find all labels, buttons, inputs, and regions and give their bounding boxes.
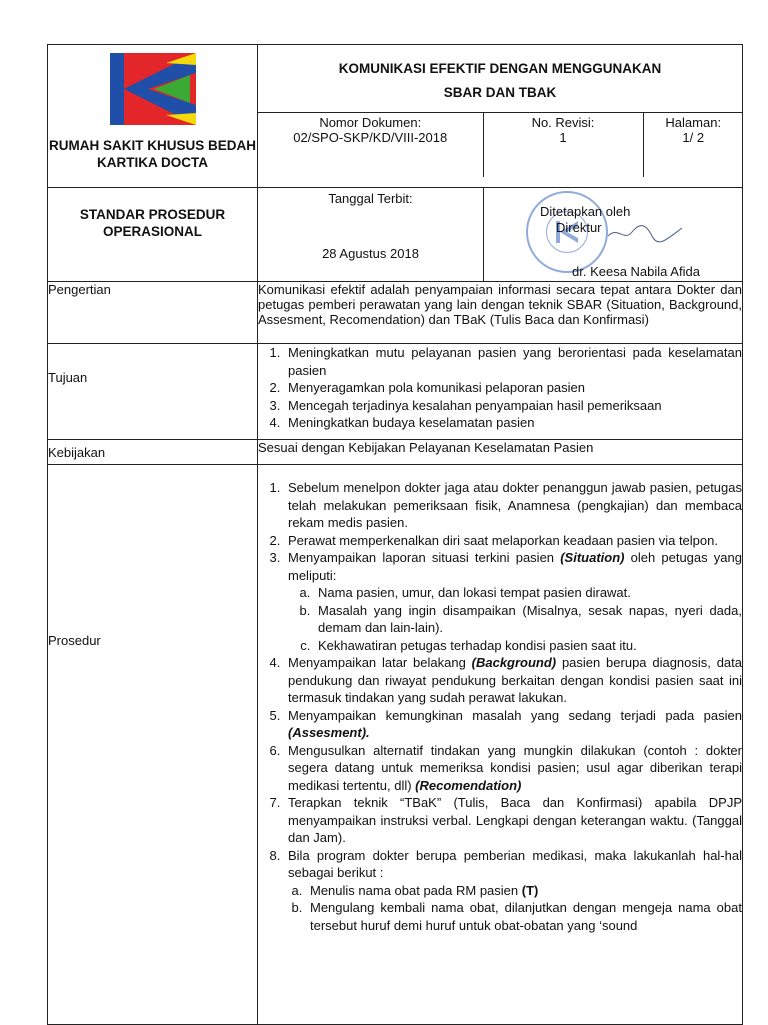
list-item: 4. Menyampaikan latar belakang (Background) pasien berupa diagnosis, data pendukung dan riwayat pendukung berkaitan dengan kondisi pasien saat ini termasuk tindakan yang sudah perawat lakukan.: [284, 654, 742, 707]
page-number: 1/ 2: [682, 130, 705, 145]
issue-date-label: Tanggal Terbit:: [328, 191, 413, 206]
list-item: 7. Terapkan teknik “TBaK” (Tulis, Baca dan Konfirmasi) apabila DPJP menyampaikan instruksi verbal. Lengkapi dengan keterangan waktu. (Tanggal dan Jam).: [284, 794, 742, 847]
list-item: b. Mengulang kembali nama obat, dilanjutkan dengan mengeja nama obat tersebut huruf demi huruf untuk obat-obatan yang ‘sound: [306, 899, 742, 934]
prosedur-content: [258, 465, 743, 1025]
pengertian-label: Pengertian: [48, 282, 258, 344]
director-name: dr. Keesa Nabila Afida: [572, 264, 700, 279]
list-item: 6. Mengusulkan alternatif tindakan yang mungkin dilakukan (contoh : dokter segera datang untuk memeriksa kondisi pasien; usul agar diberikan terapi medikasi tertentu, dll) (Recomendation): [284, 742, 742, 795]
doc-number-label: Nomor Dokumen:: [319, 115, 422, 130]
revision-cell: [483, 113, 643, 177]
approval-cell: [516, 188, 741, 282]
kebijakan-label: Kebijakan: [48, 440, 258, 465]
list-item: a. Menulis nama obat pada RM pasien (T): [306, 882, 742, 900]
tujuan-list: [258, 344, 742, 432]
director-title: Direktur: [556, 220, 602, 235]
kebijakan-text: Sesuai dengan Kebijakan Pelayanan Keselamatan Pasien: [258, 440, 743, 465]
hospital-logo: [110, 53, 196, 125]
title-cell: [258, 45, 743, 188]
list-item: 2. Menyeragamkan pola komunikasi pelaporan pasien: [284, 379, 742, 397]
issue-date-cell: [258, 188, 484, 282]
document-title: [258, 45, 742, 105]
document-page: [47, 44, 742, 1024]
page-label: Halaman:: [665, 115, 722, 130]
prosedur-list: [258, 479, 742, 934]
tujuan-label: Tujuan: [48, 344, 258, 440]
issue-date: 28 Agustus 2018: [322, 246, 419, 261]
list-item: 2. Perawat memperkenalkan diri saat melaporkan keadaan pasien via telpon.: [284, 532, 742, 550]
prosedur-label: Prosedur: [48, 465, 258, 1025]
hospital-name: RUMAH SAKIT KHUSUS BEDAH KARTIKA DOCTA: [48, 138, 256, 170]
revision-number: 1: [559, 130, 567, 145]
pengertian-text: Komunikasi efektif adalah penyampaian informasi secara tepat antara Dokter dan petugas pemberi perawatan yang lain dengan teknik SBAR (Situation, Background, Assesment, Recomendation) dan TBaK (Tulis Baca dan Konfirmasi): [258, 282, 743, 344]
hospital-cell: [48, 45, 258, 188]
signature: [606, 222, 686, 244]
situation-sublist: [288, 584, 742, 654]
spo-label: STANDAR PROSEDUR OPERASIONAL: [79, 207, 226, 239]
medication-sublist: [288, 882, 742, 935]
issue-cell: [258, 188, 743, 282]
list-item: 1. Meningkatkan mutu pelayanan pasien yang berorientasi pada keselamatan pasien: [284, 344, 742, 379]
list-item: 1. Sebelum menelpon dokter jaga atau dokter penanggun jawab pasien, petugas telah melakukan pemeriksaan fisik, Anamnesa (pengkajian) dan membaca rekam medis pasien.: [284, 479, 742, 532]
doc-number: 02/SPO-SKP/KD/VIII-2018: [293, 130, 448, 145]
title-line-2: SBAR DAN TBAK: [443, 85, 557, 100]
page-cell: [643, 113, 743, 177]
spo-cell: [48, 188, 258, 282]
doc-number-cell: [258, 113, 483, 177]
list-item: c. Kekhawatiran petugas terhadap kondisi pasien saat itu.: [314, 637, 742, 655]
revision-label: No. Revisi:: [531, 115, 595, 130]
list-item: 3. Menyampaikan laporan situasi terkini pasien (Situation) oleh petugas yang meliputi: a. Nama pasien, umur, dan lokasi tempat pasien dirawat. b. Masalah yang ingin disampaikan (Misalnya, sesak napas, nyeri dada, demam dan lain-lain). c. Kekhawatiran petugas terhadap kondisi pasien saat itu.: [284, 549, 742, 654]
list-item: a. Nama pasien, umur, dan lokasi tempat pasien dirawat.: [314, 584, 742, 602]
approved-by: Ditetapkan oleh: [540, 204, 631, 219]
list-item: 5. Menyampaikan kemungkinan masalah yang sedang terjadi pada pasien (Assesment).: [284, 707, 742, 742]
doc-info-table: [258, 112, 743, 177]
title-line-1: KOMUNIKASI EFEKTIF DENGAN MENGGUNAKAN: [338, 61, 662, 76]
list-item: b. Masalah yang ingin disampaikan (Misalnya, sesak napas, nyeri dada, demam dan lain-lain).: [314, 602, 742, 637]
spo-table: [47, 44, 743, 1025]
list-item: 3. Mencegah terjadinya kesalahan penyampaian hasil pemeriksaan: [284, 397, 742, 415]
tujuan-content: [258, 344, 743, 440]
list-item: 4. Meningkatkan budaya keselamatan pasien: [284, 414, 742, 432]
list-item: 8. Bila program dokter berupa pemberian medikasi, maka lakukanlah hal-hal sebagai berikut : a. Menulis nama obat pada RM pasien (T) b. Mengulang kembali nama obat, dilanjutkan dengan mengeja nama obat tersebut huruf demi huruf untuk obat-obatan yang ‘sound: [284, 847, 742, 935]
